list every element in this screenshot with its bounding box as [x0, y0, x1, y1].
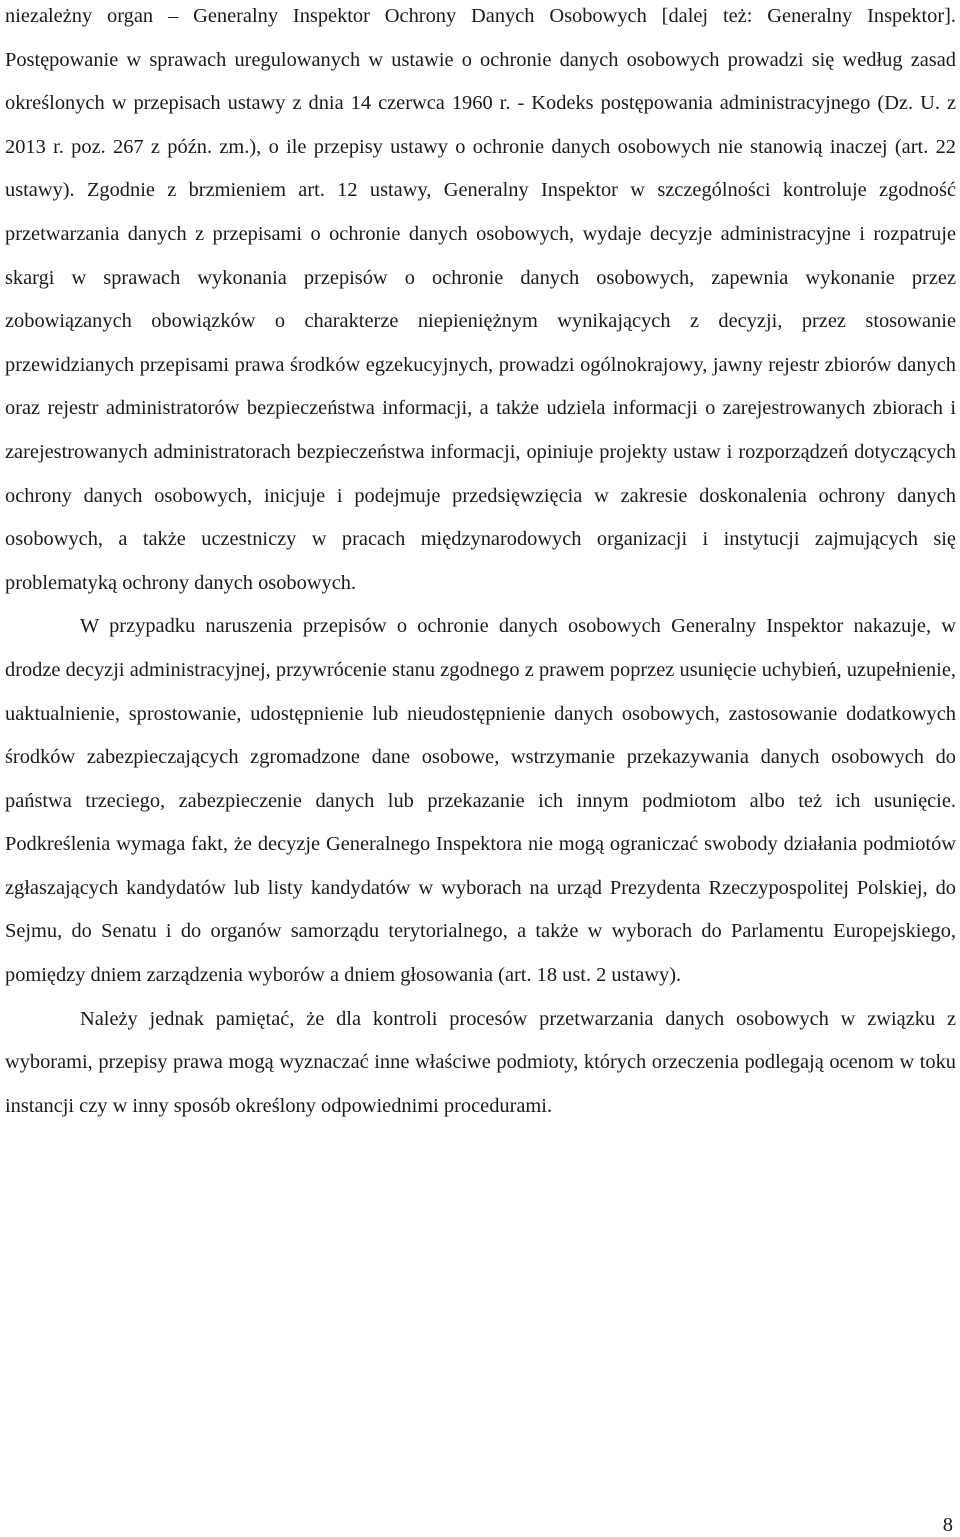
document-body [5, 0, 956, 1128]
paragraph-2: W przypadku naruszenia przepisów o ochronie danych osobowych Generalny Inspektor nakazuje, w drodze decyzji administracyjnej, przywrócenie stanu zgodnego z prawem poprzez usunięcie uchybień, uzupełnienie, uaktualnienie, sprostowanie, udostępnienie lub nieudostępnienie danych osobowych, zastosowanie dodatkowych środków zabezpieczających zgromadzone dane osobowe, wstrzymanie przekazywania danych osobowych do państwa trzeciego, zabezpieczenie danych lub przekazanie ich innym podmiotom albo też ich usunięcie. Podkreślenia wymaga fakt, że decyzje Generalnego Inspektora nie mogą ograniczać swobody działania podmiotów zgłaszających kandydatów lub listy kandydatów w wyborach na urząd Prezydenta Rzeczypospolitej Polskiej, do Sejmu, do Senatu i do organów samorządu terytorialnego, a także w wyborach do Parlamentu Europejskiego, pomiędzy dniem zarządzenia wyborów a dniem głosowania (art. 18 ust. 2 ustawy). [5, 615, 956, 987]
paragraph-1: niezależny organ – Generalny Inspektor Ochrony Danych Osobowych [dalej też: Generalny Inspektor]. Postępowanie w sprawach uregulowanych w ustawie o ochronie danych osobowych prowadzi się według zasad określonych w przepisach ustawy z dnia 14 czerwca 1960 r. - Kodeks postępowania administracyjnego (Dz. U. z 2013 r. poz. 267 z późn. zm.), o ile przepisy ustawy o ochronie danych osobowych nie stanowią inaczej (art. 22 ustawy). Zgodnie z brzmieniem art. 12 ustawy, Generalny Inspektor w szczególności kontroluje zgodność przetwarzania danych z przepisami o ochronie danych osobowych, wydaje decyzje administracyjne i rozpatruje skargi w sprawach wykonania przepisów o ochronie danych osobowych, zapewnia wykonanie przez zobowiązanych obowiązków o charakterze niepieniężnym wynikających z decyzji, przez stosowanie przewidzianych przepisami prawa środków egzekucyjnych, prowadzi ogólnokrajowy, jawny rejestr zbiorów danych oraz rejestr administratorów bezpieczeństwa informacji, a także udziela informacji o zarejestrowanych zbiorach i zarejestrowanych administratorach bezpieczeństwa informacji, opiniuje projekty ustaw i rozporządzeń dotyczących ochrony danych osobowych, inicjuje i podejmuje przedsięwzięcia w zakresie doskonalenia ochrony danych osobowych, a także uczestniczy w pracach międzynarodowych organizacji i instytucji zajmujących się problematyką ochrony danych osobowych. [5, 5, 956, 594]
paragraph-3: Należy jednak pamiętać, że dla kontroli procesów przetwarzania danych osobowych w związku z wyborami, przepisy prawa mogą wyznaczać inne właściwe podmioty, których orzeczenia podlegają ocenom w toku instancji czy w inny sposób określony odpowiednimi procedurami. [5, 1007, 956, 1117]
page-number: 8 [942, 1514, 953, 1536]
